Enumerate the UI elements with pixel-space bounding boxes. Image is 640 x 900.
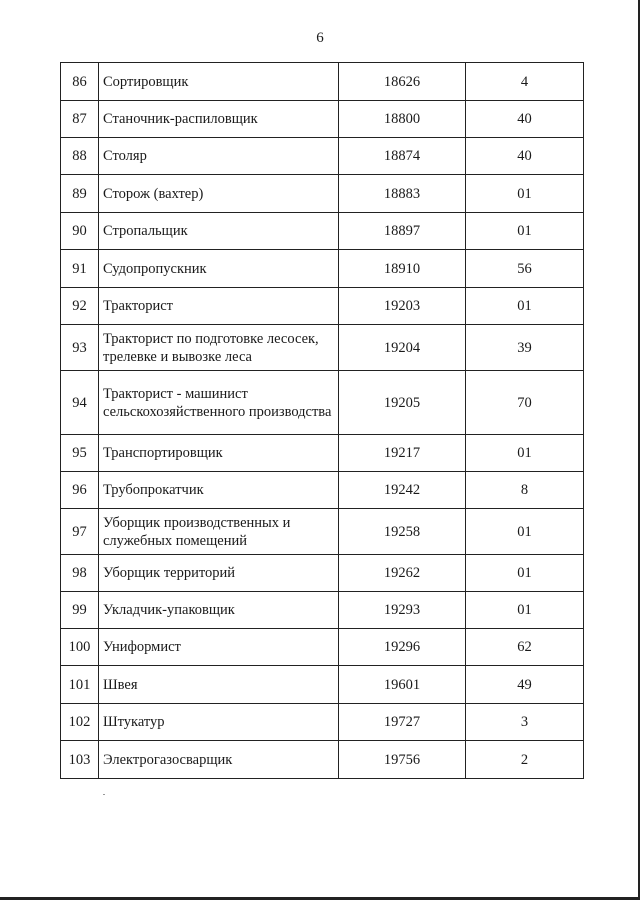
table-row [61,555,584,592]
row-number: 93 [61,325,99,371]
occupation-name: Швея [99,666,339,704]
row-number: 101 [61,666,99,704]
row-number: 90 [61,213,99,250]
occupation-value: 70 [466,371,584,435]
occupation-code: 19258 [339,509,466,555]
row-number: 92 [61,288,99,325]
occupation-value: 4 [466,63,584,101]
table-row [61,63,584,101]
occupation-value: 8 [466,472,584,509]
occupation-value: 01 [466,288,584,325]
occupation-name: Униформист [99,629,339,666]
row-number: 96 [61,472,99,509]
table-row [61,175,584,213]
table-row [61,213,584,250]
row-number: 98 [61,555,99,592]
occupation-name: Судопропускник [99,250,339,288]
occupation-code: 19203 [339,288,466,325]
row-number: 102 [61,704,99,741]
occupation-value: 01 [466,509,584,555]
occupation-name: Штукатур [99,704,339,741]
occupation-code: 19262 [339,555,466,592]
occupation-name: Тракторист [99,288,339,325]
occupation-code: 19756 [339,741,466,779]
occupation-code: 18910 [339,250,466,288]
occupation-code: 18874 [339,138,466,175]
occupation-name: Уборщик производственных и служебных помещений [99,509,339,555]
occupation-value: 01 [466,213,584,250]
table-row [61,250,584,288]
row-number: 99 [61,592,99,629]
table-row [61,435,584,472]
occupation-value: 62 [466,629,584,666]
row-number: 88 [61,138,99,175]
row-number: 91 [61,250,99,288]
occupation-name: Тракторист по подготовке лесосек, трелевке и вывозке леса [99,325,339,371]
occupation-name: Электрогазосварщик [99,741,339,779]
row-number: 103 [61,741,99,779]
occupation-value: 3 [466,704,584,741]
occupation-code: 19601 [339,666,466,704]
occupation-code: 19296 [339,629,466,666]
occupation-code: 19727 [339,704,466,741]
table-row [61,629,584,666]
occupation-name: Тракторист - машинист сельскохозяйственного производства [99,371,339,435]
table-row [61,288,584,325]
table-row [61,472,584,509]
occupations-table-body [61,63,584,779]
occupation-name: Сортировщик [99,63,339,101]
occupation-code: 19217 [339,435,466,472]
table-row [61,704,584,741]
row-number: 100 [61,629,99,666]
table-row [61,592,584,629]
occupation-name: Стропальщик [99,213,339,250]
occupation-value: 40 [466,101,584,138]
occupation-value: 01 [466,435,584,472]
table-row [61,371,584,435]
page-number: 6 [316,30,324,46]
scan-speck [103,794,105,795]
occupation-value: 56 [466,250,584,288]
occupation-code: 18883 [339,175,466,213]
occupation-value: 40 [466,138,584,175]
table-row [61,101,584,138]
occupation-value: 49 [466,666,584,704]
row-number: 89 [61,175,99,213]
occupation-name: Уборщик территорий [99,555,339,592]
row-number: 97 [61,509,99,555]
occupation-name: Укладчик-упаковщик [99,592,339,629]
occupation-code: 19205 [339,371,466,435]
occupation-code: 18897 [339,213,466,250]
occupation-value: 01 [466,555,584,592]
table-row [61,509,584,555]
occupation-code: 19293 [339,592,466,629]
row-number: 86 [61,63,99,101]
occupation-value: 2 [466,741,584,779]
table-row [61,138,584,175]
occupation-value: 39 [466,325,584,371]
occupation-name: Станочник-распиловщик [99,101,339,138]
occupation-value: 01 [466,175,584,213]
table-row [61,325,584,371]
occupation-name: Сторож (вахтер) [99,175,339,213]
occupation-code: 19204 [339,325,466,371]
occupation-code: 19242 [339,472,466,509]
occupations-table [60,62,584,779]
table-row [61,741,584,779]
occupation-name: Трубопрокатчик [99,472,339,509]
row-number: 95 [61,435,99,472]
occupation-code: 18626 [339,63,466,101]
occupation-name: Столяр [99,138,339,175]
occupation-name: Транспортировщик [99,435,339,472]
row-number: 87 [61,101,99,138]
occupation-value: 01 [466,592,584,629]
table-row [61,666,584,704]
row-number: 94 [61,371,99,435]
occupation-code: 18800 [339,101,466,138]
